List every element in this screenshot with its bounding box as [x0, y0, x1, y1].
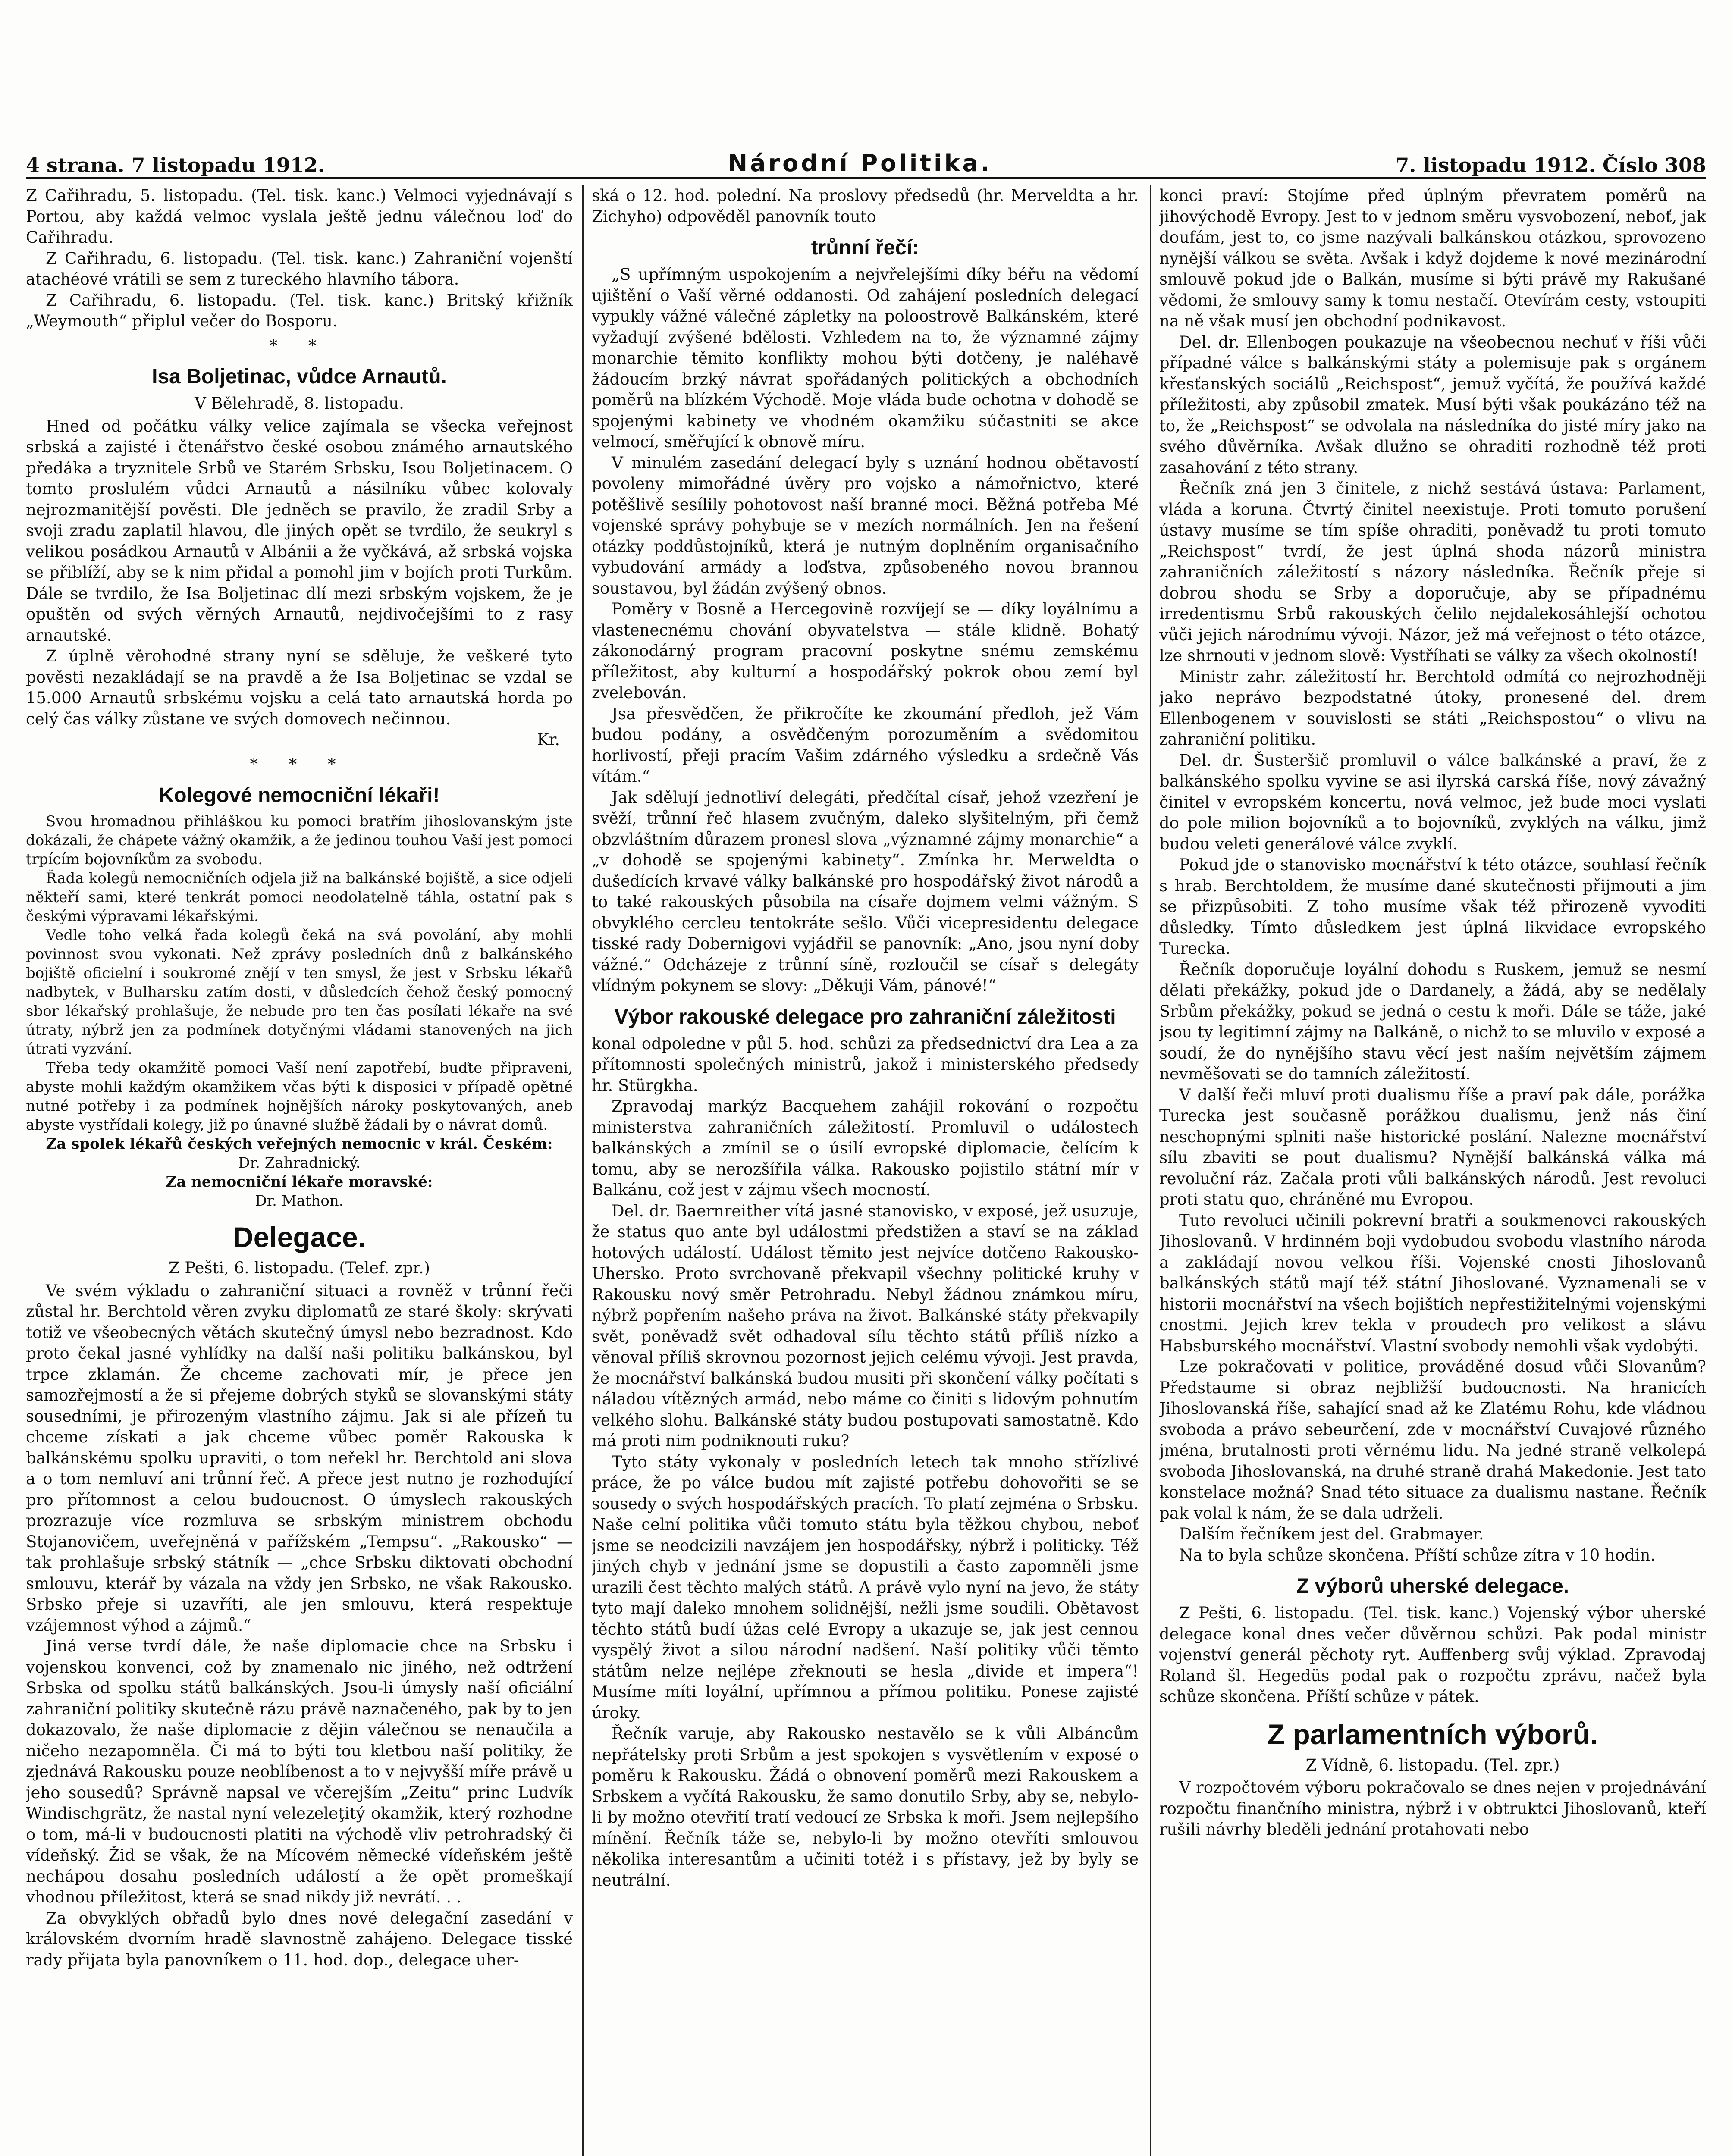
article-title-vybor: Výbor rakouské delegace pro zahraniční záležitosti — [614, 1005, 1116, 1028]
author-signature: Kr. — [537, 730, 560, 749]
article-continuation: ská o 12. hod. polední. Na proslovy předsedů (hr. Merveldta a hr. Zichyho) odpověděl panovník touto — [592, 186, 1139, 226]
article-paragraph: Dalším řečníkem jest del. Grabmayer. — [1179, 1525, 1484, 1543]
article-paragraph: Ministr zahr. záležitostí hr. Berchtold odmítá co nejrozhodněji jako neprávo bezpodstatné útoky, pronesené del. drem Ellenbogenem v souvislosti se státi „Reichspostou“ o vlivu na zahraniční politiku. — [1159, 667, 1706, 749]
column-1 — [26, 185, 573, 2156]
article-paragraph: Del. dr. Ellenbogen poukazuje na všeobecnou nechuť v říši vůči případné válce s balkánskými státy a polemisuje pak s orgánem křesťanských sociálů „Reichspost“, jemuž vyčítá, že používá každé příležitosti, aby způsobil zmatek. Musí býti však poukázáno též na to, že „Reichspost“ se odvolala na následníka do jisté míry jako na svého důvěrníka. Avšak dlužno se ohraditi rozhodně též proti zasahování z této strany. — [1159, 332, 1706, 477]
article-paragraph: Jak sdělují jednotliví delegáti, předčítal císař, jehož vzezření je svěží, trůnní řeč hlasem zvučným, daleko slyšitelným, při čemž obzvláštním důrazem pronesl slova „významné zájmy monarchie“ a „v dohodě se spojenými kabinety“. Zmínka hr. Merweldta o dušedících krvavé války balkánské pro hospodářský život národů a to také rakouských působila na císaře dojmem velmi vážným. S obvyklého cercleu tentokráte sešlo. Vůči vicepresidentu delegace tisské rady Dobernigovi vyjádřil se panovník: „Ano, jsou nyní doby vážné.“ Odcházeje z trůnní síně, rozloučil se císař s delegáty vlídným pokynem se slovy: „Děkuji Vám, pánové!“ — [592, 788, 1139, 995]
separator-stars: * * — [269, 336, 329, 355]
article-continuation: konci praví: Stojíme před úplným převratem poměrů na jihovýchodě Evropy. Jest to v jednom směru vysvobození, neboť, jak doufám, jest to, co jsme nazývali balkánskou otázkou, sprovozeno nynější válkou se světa. Avšak i když dojdeme k nové mezinárodní smlouvě pokud jde o Balkán, musíme si býti právě my Rakušané vědomi, že smlouvy samy k tomu nestačí. Otevírám cesty, vstoupiti na ně však musí jen obchodní podnikavost. — [1159, 186, 1706, 330]
article-paragraph: Svou hromadnou přihláškou ku pomoci bratřím jihoslovanským jste dokázali, že chápete vážný okamžik, a že jedinou touhou Vaší jest pomoci trpícím bojovníkům za svobodu. — [26, 813, 573, 868]
organization-line: Za nemocniční lékaře moravské: — [166, 1173, 433, 1191]
article-title-delegace: Delegace. — [232, 1221, 366, 1253]
article-paragraph: konal odpoledne v půl 5. hod. schůzi za předsednictví dra Lea a za přítomnosti společných ministrů, jakož i ministerského předsedy hr. Stürgkha. — [592, 1034, 1139, 1095]
article-paragraph: Ve svém výkladu o zahraniční situaci a rovněž v trůnní řeči zůstal hr. Berchtold věren zvyku diplomatů ze staré školy: skrývati totiž ve všeobecných větách skutečný úmysl nebo bezradnost. Kdo proto čekal jasné vyhlídky na další naši politiku balkánskou, byl trpce zklamán. Že chceme zachovati mír, je přece jen samozřejmostí a že si přejeme dobrých styků se slovanskými státy sousedními, je přirozeným vlastního zájmu. Jak si ale přízeň tu chceme získati a jak chceme vůbec poměr Rakouska k balkánskému spolku upraviti, o tom neřekl hr. Berchtold ani slova a o tom nemluví ani trůnní řeč. A přece jest nutno je rozhodující pro přítomnost a celou budoucnost. O úmyslech rakouských prozrazuje více rozmluva se srbským ministrem obchodu Stojanovičem, uveřejněná v pařížském „Tempsu“. „Rakousko“ — tak prohlašuje srbský státník — „chce Srbsku diktovati obchodní smlouvu, kterář by vázala na vždy jen Srbsko, ne však Rakousko. Srbsko přeje si uzavříti, ale jen smlouvu, která respektuje vzájemnost výhod a zájmů.“ — [26, 1281, 573, 1635]
article-paragraph: Del. dr. Baernreither vítá jasné stanovisko, v exposé, jež usuzuje, že status quo ante byl událostmi předstižen a staví se na základ hotových událostí. Událost těmito jest nejvíce dotčeno Rakousko-Uhersko. Proto svrchovaně překvapil všechny politické kruhy v Rakousku nový směr Petrohradu. Nebyl žádnou známkou míru, nýbrž popřením našeho práva na život. Balkánské státy překvapily svět, poněvadž svět odhadoval sílu těchto států příliš nízko a věnoval příliš skrovnou pozornost jejich celému vývoji. Jest pravda, že mocnářství balkánská budou musiti při skončení války počítati s náladou vítězných armád, nebo máme co činiti s lidovým pohnutím velkého slohu. Balkánské státy budou postupovati samostatně. Kdo má proti nim podniknouti ruku? — [592, 1201, 1139, 1450]
article-paragraph: Řečník doporučuje loyální dohodu s Ruskem, jemuž se nesmí dělati překážky, pokud jde o Dardanely, a žádá, aby se nedělaly Srbům překážky, pokud se jedná o cestu k moři. Dále se táže, jaké jsou ty legitimní zájmy na Balkáně, o nichž to se mluvilo v exposé a soudí, že do nynějšího stavu věcí jest naším největším zájmem nevměšovati se do tamních záležitostí. — [1159, 960, 1706, 1083]
article-title-uherska-delegace: Z výborů uherské delegace. — [1296, 1575, 1569, 1598]
article-paragraph: V rozpočtovém výboru pokračovalo se dnes nejen v projednávání rozpočtu finančního ministra, nýbrž i v obtruktci Jihoslovanů, kteří rušili návrhy bleděli jednání protahovati nebo — [1159, 1778, 1706, 1839]
article-paragraph: Pokud jde o stanovisko mocnářství k této otázce, souhlasí řečník s hrab. Berchtoldem, že musíme dané skutečnosti přijmouti a jim se přizpůsobiti. Z toho musíme však též přirozeně vyvoditi důsledky. Tímto důsledkem jest úplná likvidace evropského Turecka. — [1159, 856, 1706, 958]
article-paragraph: Jsa přesvědčen, že přikročíte ke zkoumání předloh, jež Vám budou podány, a osvědčeným porozuměním a svědomitou horlivostí, přeji pracím Vašim zdárného výsledku a srdečně Vás vítám.“ — [592, 704, 1139, 786]
separator-stars: * * * — [250, 755, 349, 774]
article-title-parlament: Z parlamentních výborů. — [1267, 1718, 1598, 1750]
header-left: 4 strana. 7 listopadu 1912. — [26, 154, 325, 177]
news-brief: Z Cařihradu, 6. listopadu. (Tel. tisk. kanc.) Britský křižník „Weymouth“ připlul večer do Bosporu. — [26, 291, 573, 330]
column-rule — [582, 185, 584, 2156]
signature: Dr. Zahradnický. — [238, 1154, 361, 1172]
news-brief: Z Cařihradu, 6. listopadu. (Tel. tisk. kanc.) Zahraniční vojenští atachéové vrátili se sem z tureckého hlavního tábora. — [26, 249, 573, 288]
article-paragraph: Na to byla schůze skončena. Příští schůze zítra v 10 hodin. — [1179, 1545, 1656, 1564]
article-paragraph: Jiná verse tvrdí dále, že naše diplomacie chce na Srbsku i vojenskou konvenci, což by znamenalo nic jiného, než odtržení Srbska od spolku států balkánských. Jsou-li úmysly naší oficiální zahraniční politiky skutečně rázu právě naznačeného, pak by to jen dokazovalo, že naše diplomacie z dějin válečnou se nenaučila a ničeho nezapomněla. Či má to býti tou kletbou naší politiky, že zjednává Rakousku pouze neoblíbenost a to v nejvyšší míře právě u jeho sousedů? Správně napsal ve včerejším „Zeitu“ princ Ludvík Windischgrätz, že nastal nyní velezeleţitý okamžik, který rozhodne o tom, má-li v budoucnosti platiti na východě vliv petrohradský či vídeňský. Žid se však, že na Mícovém německé vídeňském ještě nechápou dosahu posledních událostí a že opět promeškají vhodnou příležitost, která se snad nikdy již nevrátí. . . — [26, 1637, 573, 1906]
dateline: V Bělehradě, 8. listopadu. — [195, 394, 404, 413]
article-paragraph: Vedle toho velká řada kolegů čeká na svá povolání, aby mohli povinnost svou vykonati. Než zprávy posledních dnů z balkánského bojiště oficielní i soukromé znějí v ten smysl, že jest v Srbsku lékařů nadbytek, v Bulharsku zatím dosti, v důsledcích čehož český pomocný sbor lékařský prohlašuje, že nebude pro ten čas posílati lékaře na své útraty, nýbrž jen za podmínek dotyčnými vládami stanovených na jich útrati vyzvání. — [26, 927, 573, 1058]
dateline: Z Pešti, 6. listopadu. (Telef. zpr.) — [168, 1259, 430, 1277]
article-paragraph: Poměry v Bosně a Hercegovině rozvíjejí se — díky loyálnímu a vlastenecnému chování obyvatelstva — stále klidně. Bohatý zákonodárný program pracovní poskytne snému zemskému příležitost, aby kulturní a hospodářský pokrok obou zemí byl zvelebován. — [592, 600, 1139, 702]
column-2 — [592, 185, 1139, 2156]
article-paragraph: V další řeči mluví proti dualismu říše a praví pak dále, porážka Turecka jest současně porážkou dualismu, jenž nás činí neschopnými splniti naše historické poslání. Nalezne mocnářství sílu zbaviti se pout dualismu? Nynější balkánská válka má revoluční ráz. Začala proti vůli balkánských národů. Jest revoluci proti statu quo, chráněné mu Evropou. — [1159, 1085, 1706, 1209]
article-paragraph: Zpravodaj markýz Bacquehem zahájil rokování o rozpočtu ministerstva zahraničních záležitostí. Promluvil o událostech balkánských a zmínil se o úsilí evropské diplomacie, čelícím k tomu, aby se nerozšířila válka. Rakousko pojistilo státní mír v Balkánu, což jest v zájmu všech mocností. — [592, 1097, 1139, 1199]
article-paragraph: Z Pešti, 6. listopadu. (Tel. tisk. kanc.) Vojenský výbor uherské delegace konal dnes večer důvěrnou schůzi. Pak podal ministr vojenství generál pěchoty ryt. Auffenberg svůj výklad. Zpravodaj Roland šl. Hegedüs podal pak o rozpočtu zprávu, načež byla schůze skončena. Příští schůze v pátek. — [1159, 1604, 1706, 1706]
article-paragraph: Řečník zná jen 3 činitele, z nichž sestává ústava: Parlament, vláda a koruna. Čtvrtý činitel neexistuje. Proti tomuto porušení ústavy musíme se tím spíše ohraditi, poněvadž tu proti tomuto „Reichspost“ tvrdí, že jest úplná shoda názorů ministra zahraničních záležitostí s názory následníka. Řečník přeje si dobrou shodu se Srby a doporučuje, aby se případnému irredentismu Srbů rakouských čelilo nejdalekosáhlejší ochotou vůči jejich národnímu vývoji. Názor, jež má veřejnost o této otázce, lze shrnouti v jednom slově: Vystříhati se války za všech okolností! — [1159, 479, 1706, 665]
article-paragraph: Třeba tedy okamžitě pomoci Vaší není zapotřebí, buďte připraveni, abyste mohli každým okamžikem včas býti k disposici v případě opětné nutné potřeby i za podmínek hojnějších nároky poskytovaných, aneb abyste vystřídali kolegy, již po únavné službě žádali by o návrat domů. — [26, 1059, 573, 1134]
masthead: Národní Politika. — [728, 150, 992, 177]
article-paragraph: Za obvyklých obřadů bylo dnes nové delegační zasedání v královském dvorním hradě slavnostně zahájeno. Delegace tisské rady přijata byla panovníkem o 11. hod. dop., delegace uher- — [26, 1908, 573, 1969]
article-title-isa: Isa Boljetinac, vůdce Arnautů. — [152, 365, 447, 388]
article-paragraph: „S upřímným uspokojením a nejvřelejšími díky béřu na vědomí ujištění o Vaší věrné oddanosti. Od zahájení posledních delegací vypukly vážné válečné zápletky na poloostrově Balkánském, které vyžadují zvýšené bdělosti. Vzhledem na to, že významné zájmy monarchie těmito konflikty mohou býti dotčeny, je naléhavě žádoucím brzký návrat spořádaných politických a obchodních poměrů na blízkém Východě. Moje vláda bude ochotna v dohodě se spojenými kabinety ve vhodném okamžiku súčastniti se akce velmocí, směřující k obnově míru. — [592, 265, 1139, 451]
article-paragraph: Lze pokračovati v politice, prováděné dosud vůči Slovanům? Předstaume si obraz nejbližší budoucnosti. Na hranicích Jihoslovanská říše, sahající snad až ke Zlatému Rohu, kde vládnou svoboda a právo sebeurčení, zde v mocnářství Cuvajové různého jména, brutalnosti proti věrnému lidu. Na jedné straně velkolepá svoboda Jihoslovanská, na druhé straně drahá Makedonie. Jest tato konstelace možná? Snad této situace za dualismu nastane. Řečník pak volal k nám, že se dala udrželi. — [1159, 1357, 1706, 1523]
dateline: Z Vídně, 6. listopadu. (Tel. zpr.) — [1305, 1755, 1560, 1774]
article-paragraph: Z úplně věrohodné strany nyní se sděluje, že veškeré tyto pověsti nezakládají se na pravdě a že Isa Boljetinac se vzdal se 15.000 Arnautů srbskému vojsku a celá tato arnautská horda po celý čas války zůstane ve svých domovech nečinnou. — [26, 647, 573, 728]
news-brief: Z Cařihradu, 5. listopadu. (Tel. tisk. kanc.) Velmoci vyjednávají s Portou, aby každá velmoc vyslala ještě jednu válečnou loď do Cařihradu. — [26, 186, 573, 247]
page-header — [26, 147, 1706, 179]
article-paragraph: Hned od počátku války velice zajímala se všecka veřejnost srbská a zajisté i čtenářstvo české osobou známého arnautského předáka a tryznitele Srbů ve Starém Srbsku, Isou Boljetinacem. O tomto proslulém vůdci Arnautů a násilníku vůbec kolovaly nejrozmanitější pověsti. Dle jedněch se pravilo, že zradil Srby a svoji zradu zaplatil hlavou, dle jiných opět se tvrdilo, že seukryl s velikou posádkou Arnautů v Albánii a že vyčkává, až srbská vojska se přiblíží, aby se k nim přidal a pomohl jim v bojích proti Turkům. Dále se tvrdilo, že Isa Boljetinac dlí mezi srbským vojskem, že je opuštěn od svých věrných Arnautů, nejdivočejšími to z rasy arnautské. — [26, 417, 573, 645]
article-paragraph: Tyto státy vykonaly v posledních letech tak mnoho střízlivé práce, že po válce budou mít zajisté potřebu dohovořiti se se sousedy o svých hospodářských pracích. To platí zejména o Srbsku. Naše celní politika vůči tomuto státu byla těžkou chybou, neboť jsme se neodcizili navzájem jen hospodářsky, nýbrž i politicky. Též jiných chyb v jednání jsme se dopustili a často zapomněli jsme urazili čest těchto malých států. A právě vylo nyní na jevo, že státy tyto mají daleko mnohem solidnější, nežli jsme soudili. Obětavost těchto států budí úžas celé Evropy a ukazuje se, jak jest cennou vyspělý život a silou národní nadšení. Naší politiky vůči těmto státům nelze nejlépe zřeknouti se hesla „divide et impera“! Musíme míti loyální, upřímnou a přímou politiku. Ponese zajisté úroky. — [592, 1452, 1139, 1722]
header-right: 7. listopadu 1912. Číslo 308 — [1395, 154, 1706, 177]
signature: Dr. Mathon. — [255, 1192, 344, 1210]
article-paragraph: V minulém zasedání delegací byly s uznání hodnou obětavostí povoleny mimořádné úvěry pro vojsko a námořnictvo, které potěšlivě sesílily pohotovost naší branné moci. Běžná potřeba Mé vojenské správy pohybuje se v mezích normálních. Jen na řešení otázky poddůstojníků, která je nutným doplněním organisačního vybudování armády a loďstva, způsobeného novou brannou soustavou, byl žádán zvýšený obnos. — [592, 453, 1139, 598]
article-title-trunni-rec: trůnní řečí: — [811, 236, 919, 259]
article-paragraph: Del. dr. Šusteršič promluvil o válce balkánské a praví, že z balkánského spolku vyvine se asi ilyrská carská říše, nový závažný činitel v evropském koncertu, nová velmoc, jež bude moci vyslati do pole milion bojovníků a to bojovníků, zvyklých na válku, jimž budou veleti generálové válce zvyklí. — [1159, 751, 1706, 853]
article-title-kolegove: Kolegové nemocniční lékaři! — [159, 784, 440, 807]
column-rule — [1150, 185, 1151, 2156]
article-paragraph: Tuto revoluci učinili pokrevní bratři a soukmenovci rakouských Jihoslovanů. V hrdinném boji vydobudou svobodu vlastního národa a zakládají novou velkou říši. Vojenské cnosti Jihoslovanů balkánských států mají též státní Jihoslované. Vyznamenali se v historii mocnářství na všech bojištích nepřestižitelnými vojenskými cnostmi. Jejich krev tekla v proudech pro velikost a slávu Habsburského mocnářství. Vlastní svobody nemohli však vydobýti. — [1159, 1211, 1706, 1355]
organization-line: Za spolek lékařů českých veřejných nemocnic v král. Českém: — [46, 1135, 553, 1153]
article-paragraph: Řada kolegů nemocničních odjela již na balkánské bojiště, a sice odjeli někteří sami, které tenkrát pomoci neodolatelně táhla, ostatní pak s českými výpravami lékařskými. — [26, 870, 573, 925]
article-paragraph: Řečník varuje, aby Rakousko nestavělo se k vůli Albáncům nepřátelsky proti Srbům a jest spokojen s vysvětlením v exposé o poměru k Rakousku. Žádá o obnovení poměrů mezi Rakouskem a Srbskem a vyčítá Rakousku, že samo donutilo Srby, aby se, nebylo-li by možno otevřití tratí vedoucí ze Srbska k moři. Jsem nejlepšího mínění. Řečník táže se, nebylo-li by možno otevříti smlouvou několika interesantům a učiniti totéž i s přístavy, jež by byly se neutrální. — [592, 1724, 1139, 1890]
column-3 — [1159, 185, 1706, 2156]
